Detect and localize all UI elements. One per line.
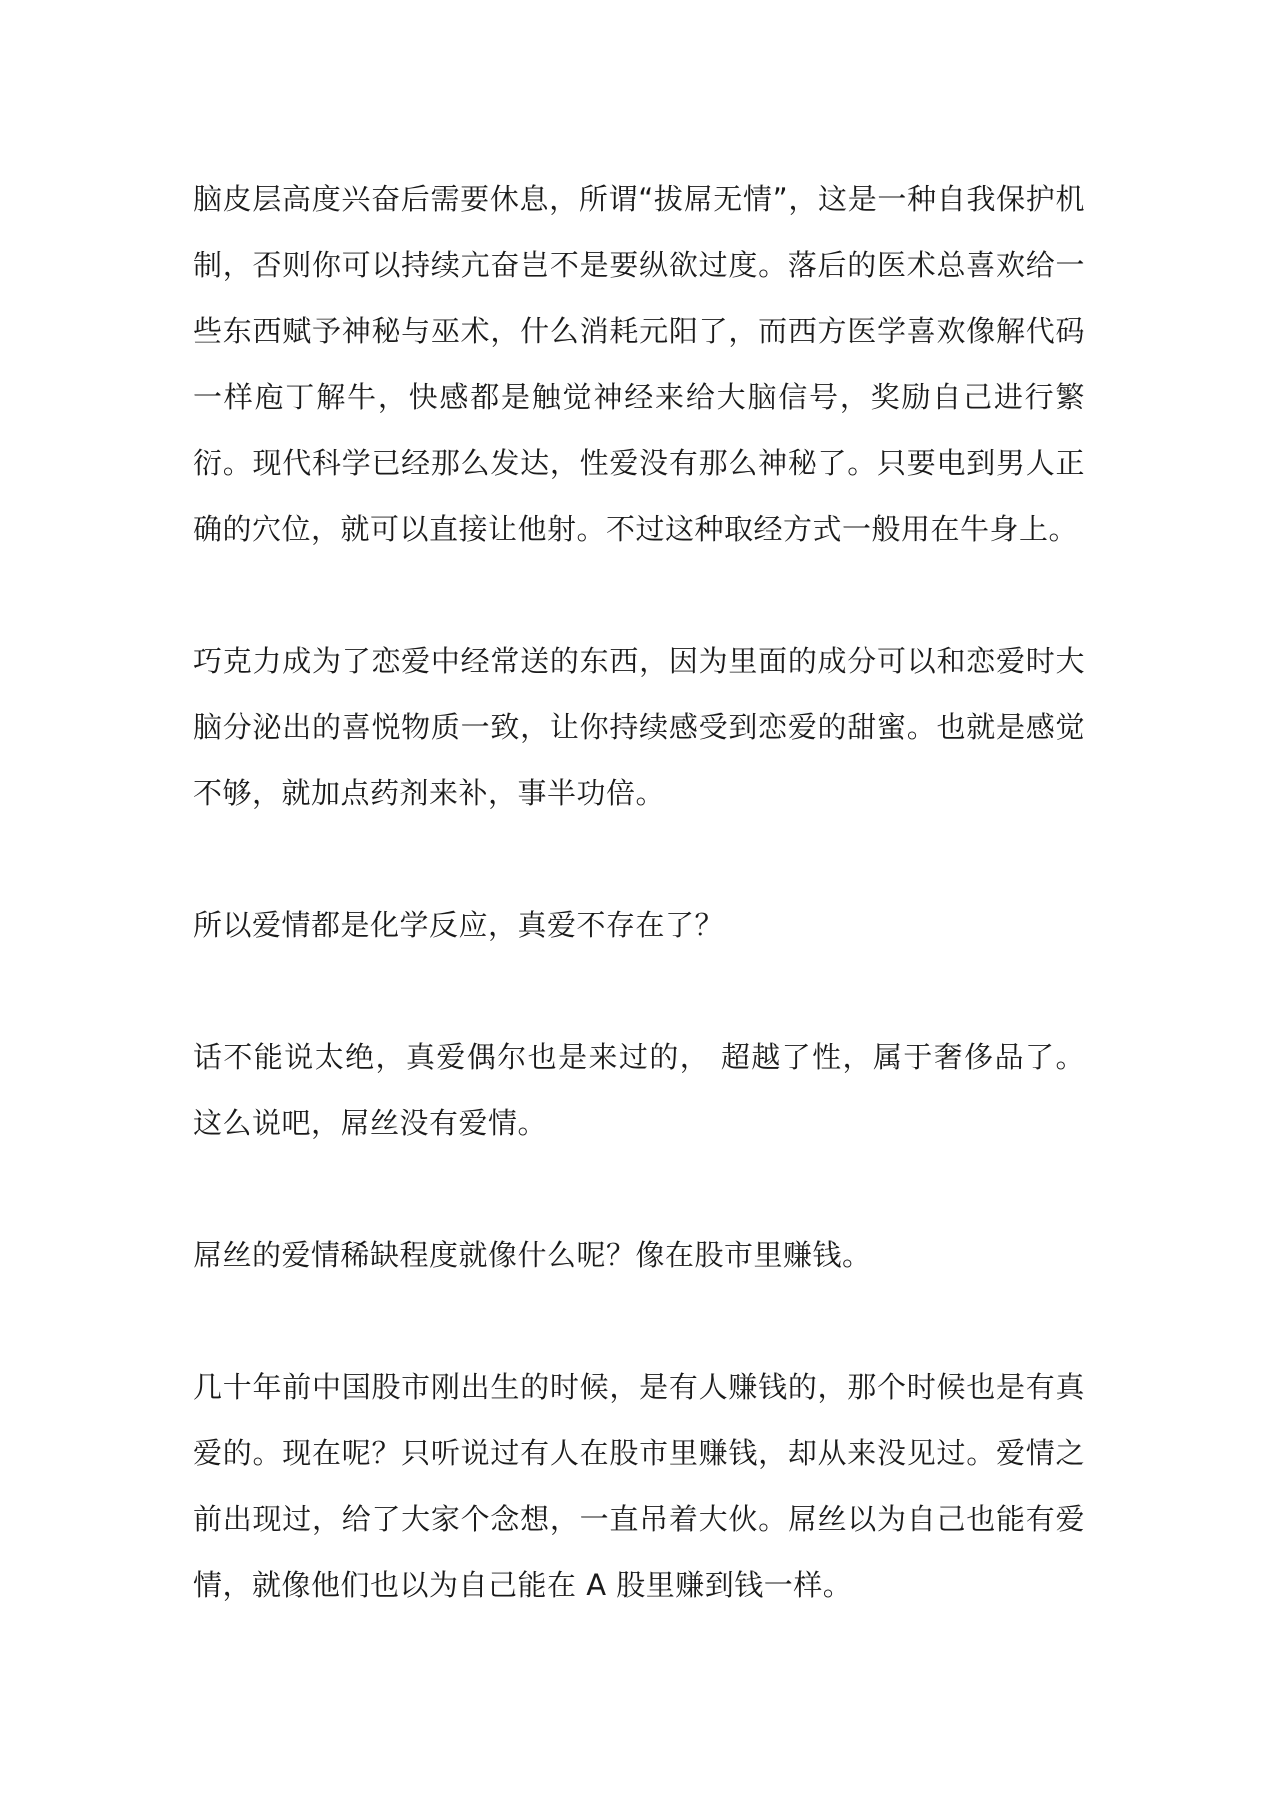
paragraph-5: 屌丝的爱情稀缺程度就像什么呢？像在股市里赚钱。	[193, 1238, 872, 1272]
paragraph-2: 巧克力成为了恋爱中经常送的东西，因为里面的成分可以和恋爱时大脑分泌出的喜悦物质一致，让你持续感受到恋爱的甜蜜。也就是感觉不够，就加点药剂来补，事半功倍。	[193, 644, 1085, 810]
paragraph-1: 脑皮层高度兴奋后需要休息，所谓“拔屌无情”，这是一种自我保护机制，否则你可以持续亢奋岂不是要纵欲过度。落后的医术总喜欢给一些东西赋予神秘与巫术，什么消耗元阳了，而西方医学喜欢像解代码一样庖丁解牛，快感都是触觉神经来给大脑信号，奖励自己进行繁衍。现代科学已经那么发达，性爱没有那么神秘了。只要电到男人正确的穴位，就可以直接让他射。不过这种取经方式一般用在牛身上。	[193, 182, 1085, 546]
article-body	[193, 166, 1085, 1618]
paragraph-4: 话不能说太绝，真爱偶尔也是来过的， 超越了性，属于奢侈品了。这么说吧，屌丝没有爱情。	[193, 1040, 1085, 1140]
paragraph-3: 所以爱情都是化学反应，真爱不存在了？	[193, 908, 725, 942]
paragraph-6: 几十年前中国股市刚出生的时候，是有人赚钱的，那个时候也是有真爱的。现在呢？只听说过有人在股市里赚钱，却从来没见过。爱情之前出现过，给了大家个念想，一直吊着大伙。屌丝以为自己也能有爱情，就像他们也以为自己能在 A 股里赚到钱一样。	[193, 1370, 1085, 1602]
